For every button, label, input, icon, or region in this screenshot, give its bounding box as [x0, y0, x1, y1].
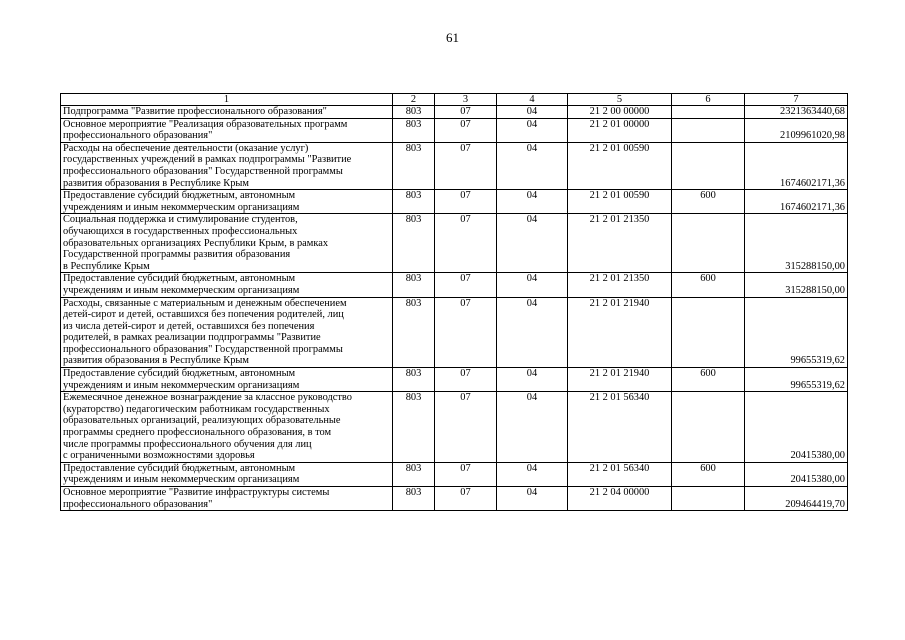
target-article-cell: 21 2 01 00590 — [568, 142, 672, 189]
subsection-code-cell: 04 — [497, 118, 568, 142]
ministry-code-cell: 803 — [393, 368, 435, 392]
expense-type-cell — [672, 297, 745, 368]
column-header: 1 — [61, 94, 393, 106]
subsection-code-cell: 04 — [497, 462, 568, 486]
amount-cell: 1674602171,36 — [745, 142, 848, 189]
expense-type-cell: 600 — [672, 273, 745, 297]
ministry-code-cell: 803 — [393, 392, 435, 463]
table-row — [61, 297, 848, 368]
section-code-cell: 07 — [435, 392, 497, 463]
section-code-cell: 07 — [435, 190, 497, 214]
subsection-code-cell: 04 — [497, 487, 568, 511]
section-code-cell: 07 — [435, 297, 497, 368]
section-code-cell: 07 — [435, 142, 497, 189]
expense-type-cell — [672, 118, 745, 142]
ministry-code-cell: 803 — [393, 297, 435, 368]
amount-cell: 1674602171,36 — [745, 190, 848, 214]
subsection-code-cell: 04 — [497, 142, 568, 189]
row-name-cell: Ежемесячное денежное вознаграждение за классное руководство (кураторство) педагогическим работникам государственных образовательных организаций, реализующих образовательные программы среднего профессионального образования, в том числе программы профессионального обучения для лиц с ограниченными возможностями здоровья — [61, 392, 393, 463]
subsection-code-cell: 04 — [497, 392, 568, 463]
amount-cell: 209464419,70 — [745, 487, 848, 511]
target-article-cell: 21 2 01 21940 — [568, 297, 672, 368]
subsection-code-cell: 04 — [497, 368, 568, 392]
page-number: 61 — [446, 30, 459, 45]
target-article-cell: 21 2 01 21350 — [568, 214, 672, 273]
column-header: 4 — [497, 94, 568, 106]
target-article-cell: 21 2 01 21940 — [568, 368, 672, 392]
expense-type-cell: 600 — [672, 368, 745, 392]
column-header: 5 — [568, 94, 672, 106]
row-name-cell: Расходы, связанные с материальным и денежным обеспечением детей-сирот и детей, оставшихся без попечения родителей, лиц из числа детей-сирот и детей, оставшихся без попечения родителей, в рамках реализации подпрограммы "Развитие профессионального образования" Государственной программы развития образования в Республике Крым — [61, 297, 393, 368]
table-row — [61, 273, 848, 297]
subsection-code-cell: 04 — [497, 273, 568, 297]
table-row — [61, 106, 848, 119]
table-row — [61, 142, 848, 189]
section-code-cell: 07 — [435, 106, 497, 119]
target-article-cell: 21 2 04 00000 — [568, 487, 672, 511]
target-article-cell: 21 2 01 00590 — [568, 190, 672, 214]
column-header: 7 — [745, 94, 848, 106]
target-article-cell: 21 2 01 00000 — [568, 118, 672, 142]
section-code-cell: 07 — [435, 118, 497, 142]
column-header: 2 — [393, 94, 435, 106]
table-row — [61, 214, 848, 273]
subsection-code-cell: 04 — [497, 106, 568, 119]
subsection-code-cell: 04 — [497, 190, 568, 214]
amount-cell: 20415380,00 — [745, 392, 848, 463]
ministry-code-cell: 803 — [393, 462, 435, 486]
expense-type-cell — [672, 392, 745, 463]
target-article-cell: 21 2 01 56340 — [568, 392, 672, 463]
row-name-cell: Предоставление субсидий бюджетным, автономным учреждениям и иным некоммерческим организациям — [61, 190, 393, 214]
row-name-cell: Предоставление субсидий бюджетным, автономным учреждениям и иным некоммерческим организациям — [61, 368, 393, 392]
expense-type-cell — [672, 142, 745, 189]
section-code-cell: 07 — [435, 273, 497, 297]
budget-table — [60, 93, 848, 511]
amount-cell: 315288150,00 — [745, 214, 848, 273]
target-article-cell: 21 2 01 56340 — [568, 462, 672, 486]
target-article-cell: 21 2 01 21350 — [568, 273, 672, 297]
ministry-code-cell: 803 — [393, 118, 435, 142]
row-name-cell: Предоставление субсидий бюджетным, автономным учреждениям и иным некоммерческим организациям — [61, 462, 393, 486]
amount-cell: 99655319,62 — [745, 368, 848, 392]
column-header: 6 — [672, 94, 745, 106]
expense-type-cell: 600 — [672, 462, 745, 486]
expense-type-cell — [672, 106, 745, 119]
table-row — [61, 487, 848, 511]
amount-cell: 2321363440,68 — [745, 106, 848, 119]
ministry-code-cell: 803 — [393, 214, 435, 273]
table-row — [61, 392, 848, 463]
expense-type-cell: 600 — [672, 190, 745, 214]
target-article-cell: 21 2 00 00000 — [568, 106, 672, 119]
column-header: 3 — [435, 94, 497, 106]
section-code-cell: 07 — [435, 368, 497, 392]
ministry-code-cell: 803 — [393, 190, 435, 214]
row-name-cell: Расходы на обеспечение деятельности (оказание услуг) государственных учреждений в рамках подпрограммы "Развитие профессионального образования" Государственной программы развития образования в Республике Крым — [61, 142, 393, 189]
ministry-code-cell: 803 — [393, 273, 435, 297]
table-row — [61, 462, 848, 486]
amount-cell: 2109961020,98 — [745, 118, 848, 142]
ministry-code-cell: 803 — [393, 487, 435, 511]
amount-cell: 20415380,00 — [745, 462, 848, 486]
row-name-cell: Предоставление субсидий бюджетным, автономным учреждениям и иным некоммерческим организациям — [61, 273, 393, 297]
ministry-code-cell: 803 — [393, 106, 435, 119]
row-name-cell: Подпрограмма "Развитие профессионального образования" — [61, 106, 393, 119]
expense-type-cell — [672, 487, 745, 511]
table-row — [61, 118, 848, 142]
table-row — [61, 190, 848, 214]
section-code-cell: 07 — [435, 487, 497, 511]
row-name-cell: Социальная поддержка и стимулирование студентов, обучающихся в государственных профессиональных образовательных организациях Республики Крым, в рамках Государственной программы развития образования в Республике Крым — [61, 214, 393, 273]
expense-type-cell — [672, 214, 745, 273]
row-name-cell: Основное мероприятие "Реализация образовательных программ профессионального образования" — [61, 118, 393, 142]
section-code-cell: 07 — [435, 462, 497, 486]
table-header-row — [61, 94, 848, 106]
ministry-code-cell: 803 — [393, 142, 435, 189]
amount-cell: 99655319,62 — [745, 297, 848, 368]
row-name-cell: Основное мероприятие "Развитие инфраструктуры системы профессионального образования" — [61, 487, 393, 511]
section-code-cell: 07 — [435, 214, 497, 273]
amount-cell: 315288150,00 — [745, 273, 848, 297]
subsection-code-cell: 04 — [497, 297, 568, 368]
table-row — [61, 368, 848, 392]
subsection-code-cell: 04 — [497, 214, 568, 273]
